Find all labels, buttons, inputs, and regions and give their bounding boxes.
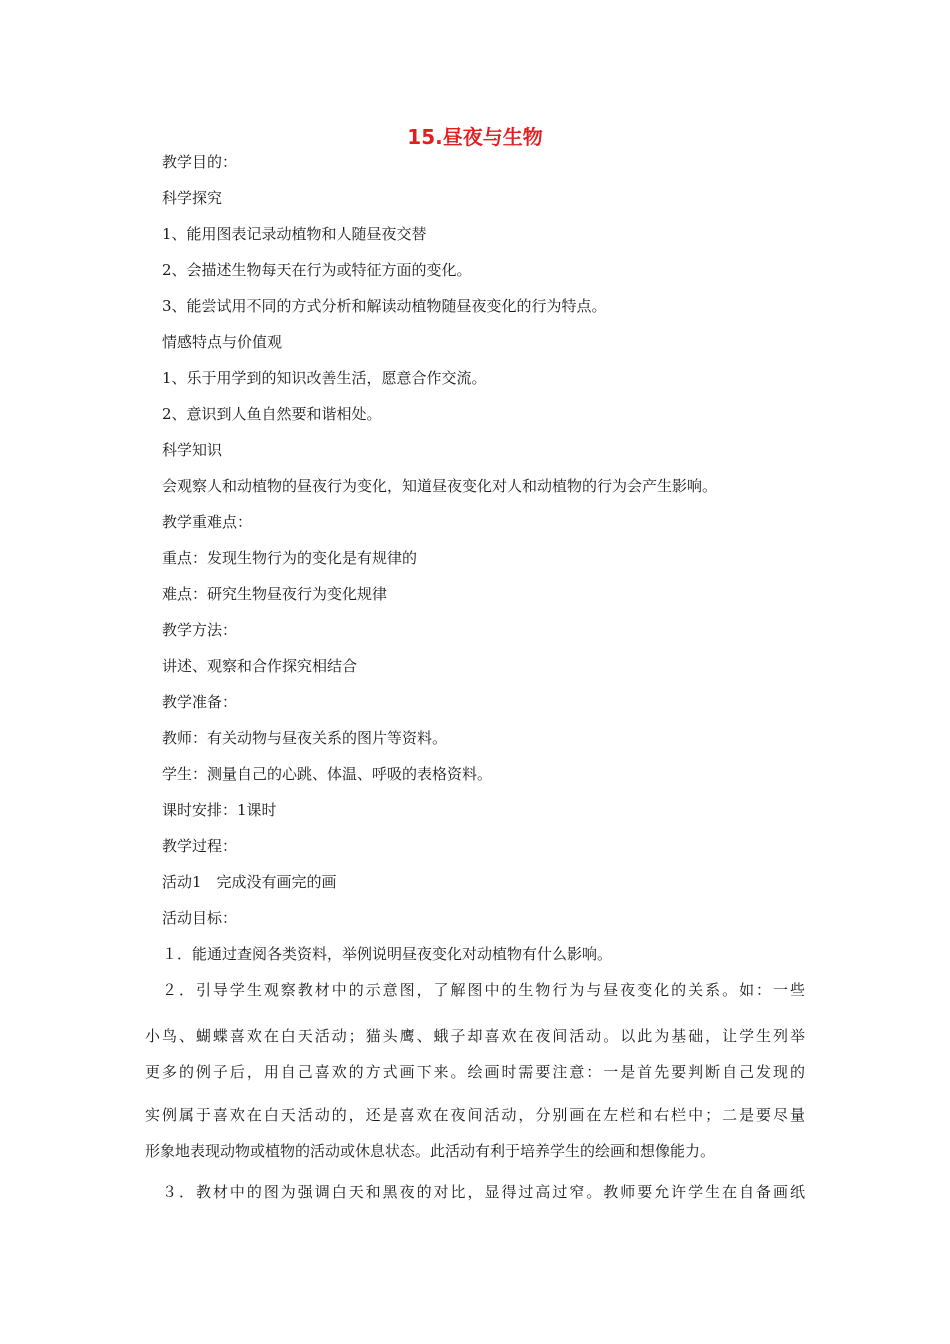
heading-activity-goals: 活动目标： [162, 909, 238, 927]
paragraph-line: 实例属于喜欢在白天活动的，还是喜欢在夜间活动，分别画在左栏和右栏中；二是要尽量 [145, 1106, 805, 1124]
heading-preparation: 教学准备： [162, 693, 238, 711]
subheading-values: 情感特点与价值观 [162, 333, 283, 351]
paragraph-line: 更多的例子后，用自己喜欢的方式画下来。绘画时需要注意：一是首先要判断自己发现的 [145, 1063, 805, 1081]
text-line: 3、能尝试用不同的方式分析和解读动植物随昼夜变化的行为特点。 [162, 297, 607, 315]
paragraph-line: ２．引导学生观察教材中的示意图，了解图中的生物行为与昼夜变化的关系。如：一些 [162, 981, 805, 999]
heading-teaching-method: 教学方法： [162, 621, 238, 639]
list-item-3: ３．教材中的图为强调白天和黑夜的对比，显得过高过窄。教师要允许学生在自备画纸 [162, 1183, 805, 1201]
text-line: 重点：发现生物行为的变化是有规律的 [162, 549, 418, 567]
text-line: 2、会描述生物每天在行为或特征方面的变化。 [162, 261, 472, 279]
heading-teaching-process: 教学过程： [162, 837, 238, 855]
subheading-science-inquiry: 科学探究 [162, 189, 223, 207]
text-line: 教师：有关动物与昼夜关系的图片等资料。 [162, 729, 448, 747]
text-line: 难点：研究生物昼夜行为变化规律 [162, 585, 388, 603]
text-line: 学生：测量自己的心跳、体温、呼吸的表格资料。 [162, 765, 493, 783]
text-line: 1、乐于用学到的知识改善生活，愿意合作交流。 [162, 369, 487, 387]
text-line: 会观察人和动植物的昼夜行为变化，知道昼夜变化对人和动植物的行为会产生影响。 [162, 477, 718, 495]
subheading-science-knowledge: 科学知识 [162, 441, 223, 459]
text-line: 课时安排：1课时 [162, 801, 277, 819]
document-title: 15.昼夜与生物 [407, 125, 543, 149]
heading-key-points: 教学重难点： [162, 513, 253, 531]
text-line: 讲述、观察和合作探究相结合 [162, 657, 358, 675]
text-line: 1、能用图表记录动植物和人随昼夜交替 [162, 225, 427, 243]
paragraph-line: 小鸟、蝴蝶喜欢在白天活动；猫头鹰、蛾子却喜欢在夜间活动。以此为基础，让学生列举 [145, 1027, 805, 1045]
activity-title: 活动1 完成没有画完的画 [162, 873, 337, 891]
list-item-1: １．能通过查阅各类资料，举例说明昼夜变化对动植物有什么影响。 [162, 945, 613, 963]
text-line: 2、意识到人鱼自然要和谐相处。 [162, 405, 382, 423]
heading-teaching-goals: 教学目的： [162, 153, 238, 171]
paragraph-line: 形象地表现动物或植物的活动或休息状态。此活动有利于培养学生的绘画和想像能力。 [145, 1142, 716, 1160]
